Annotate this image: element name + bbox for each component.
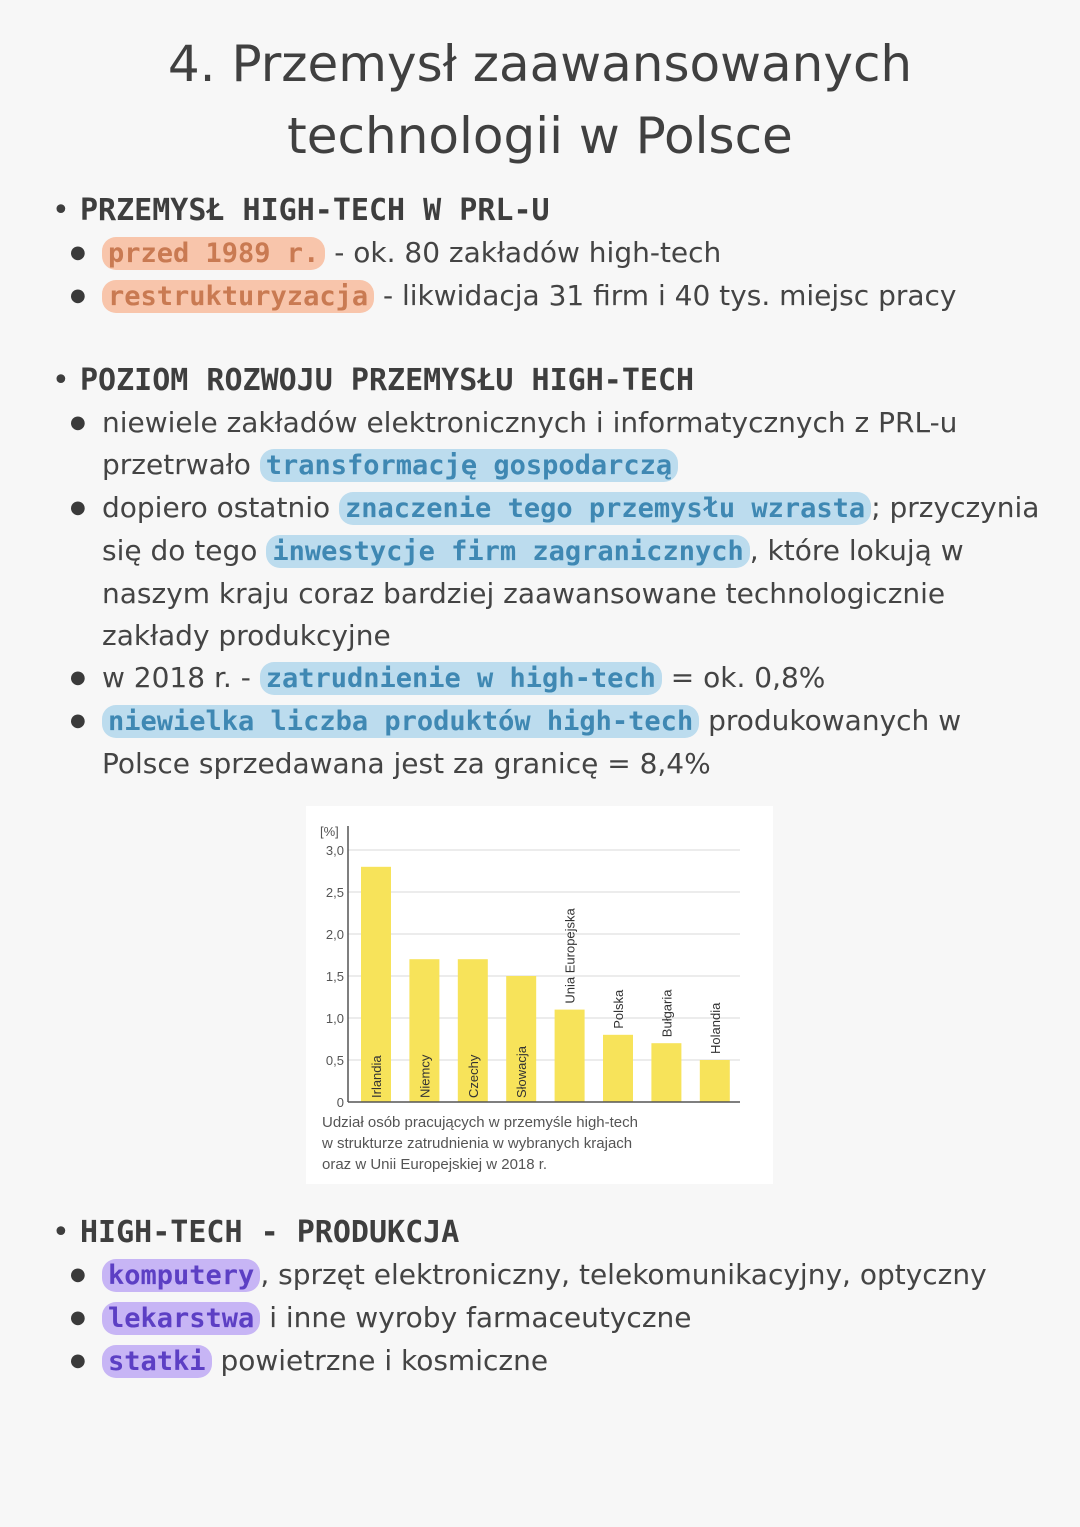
y-tick-label: 1,5 [325, 969, 344, 984]
list-item [52, 700, 1042, 785]
list-item [52, 402, 1042, 487]
item-text: , które lokują w naszym kraju coraz bardziej zaawansowane technologicznie zakłady produkcyjne [102, 534, 964, 652]
highlight-blue: transformację gospodarczą [260, 449, 678, 482]
bar-label: Unia Europejska [562, 908, 578, 1004]
highlight-blue: zatrudnienie w high-tech [260, 662, 662, 695]
bar [700, 1060, 730, 1102]
bar [603, 1035, 633, 1102]
title-text: 4. Przemysł zaawansowanych technologii w Polsce [167, 35, 913, 165]
list-item [52, 232, 1042, 275]
page-title [0, 28, 1080, 172]
list-item [52, 1254, 1042, 1297]
highlight-blue: inwestycje firm zagranicznych [266, 535, 749, 568]
bar-label: Czechy [465, 1054, 481, 1098]
y-tick-label: 0,5 [325, 1053, 344, 1068]
y-tick-label: 0 [336, 1095, 344, 1110]
list-item [52, 275, 1042, 318]
list-item [52, 487, 1042, 657]
item-text: powietrzne i kosmiczne [211, 1344, 549, 1377]
item-text: w 2018 r. - [102, 661, 260, 694]
y-tick-label: 2,0 [325, 927, 344, 942]
bar [651, 1043, 681, 1102]
item-text: ; przyczynia się do tego [102, 491, 1040, 567]
highlight-purple: komputery [102, 1259, 260, 1292]
section-heading: • POZIOM ROZWOJU PRZEMYSŁU HIGH-TECH [52, 360, 1042, 402]
bar-chart [306, 806, 773, 1184]
chart-container [306, 806, 773, 1184]
section-list [52, 232, 1042, 318]
bar-label: Słowacja [514, 1045, 530, 1098]
highlight-purple: lekarstwa [102, 1302, 260, 1335]
item-text: niewiele zakładów elektronicznych i informatycznych z PRL-u przetrwało [102, 406, 958, 481]
section-produkcja [52, 1212, 1042, 1383]
list-item [52, 1297, 1042, 1340]
y-axis-label: [%] [320, 824, 339, 839]
section-heading: • PRZEMYSŁ HIGH-TECH W PRL-U [52, 190, 1042, 232]
item-text: - likwidacja 31 firm i 40 tys. miejsc pracy [374, 279, 957, 312]
bar-label: Polska [611, 989, 626, 1029]
chart-caption: oraz w Unii Europejskiej w 2018 r. [322, 1156, 548, 1173]
highlight-blue: niewielka liczba produktów high-tech [102, 705, 699, 738]
item-text: produkowanych w Polsce sprzedawana jest za granicę = 8,4% [102, 704, 962, 780]
highlight-purple: statki [102, 1345, 212, 1378]
list-item [52, 657, 1042, 700]
section-list [52, 402, 1042, 785]
section-prl [52, 190, 1042, 318]
highlight-orange: przed 1989 r. [102, 237, 325, 270]
y-tick-label: 2,5 [325, 885, 344, 900]
item-text: , sprzęt elektroniczny, telekomunikacyjny, optyczny [260, 1258, 987, 1291]
list-item [52, 1340, 1042, 1383]
item-text: dopiero ostatnio [102, 491, 340, 524]
section-list [52, 1254, 1042, 1383]
chart-caption: Udział osób pracujących w przemyśle high-tech [322, 1114, 638, 1131]
bar-label: Irlandia [369, 1055, 384, 1098]
section-poziom [52, 360, 1042, 785]
chart-caption: w strukturze zatrudnienia w wybranych krajach [322, 1135, 633, 1152]
bar-label: Bułgaria [659, 989, 675, 1038]
y-tick-label: 3,0 [325, 843, 344, 858]
y-tick-label: 1,0 [325, 1011, 344, 1026]
highlight-orange: restrukturyzacja [102, 280, 374, 313]
item-text: = ok. 0,8% [661, 661, 826, 694]
bar [555, 1010, 585, 1102]
bar-label: Holandia [707, 1002, 723, 1054]
section-heading: • HIGH-TECH - PRODUKCJA [52, 1212, 1042, 1254]
item-text: i inne wyroby farmaceutyczne [260, 1301, 692, 1334]
highlight-blue: znaczenie tego przemysłu wzrasta [339, 492, 871, 525]
bar-label: Niemcy [417, 1054, 433, 1098]
item-text: - ok. 80 zakładów high-tech [325, 236, 722, 269]
